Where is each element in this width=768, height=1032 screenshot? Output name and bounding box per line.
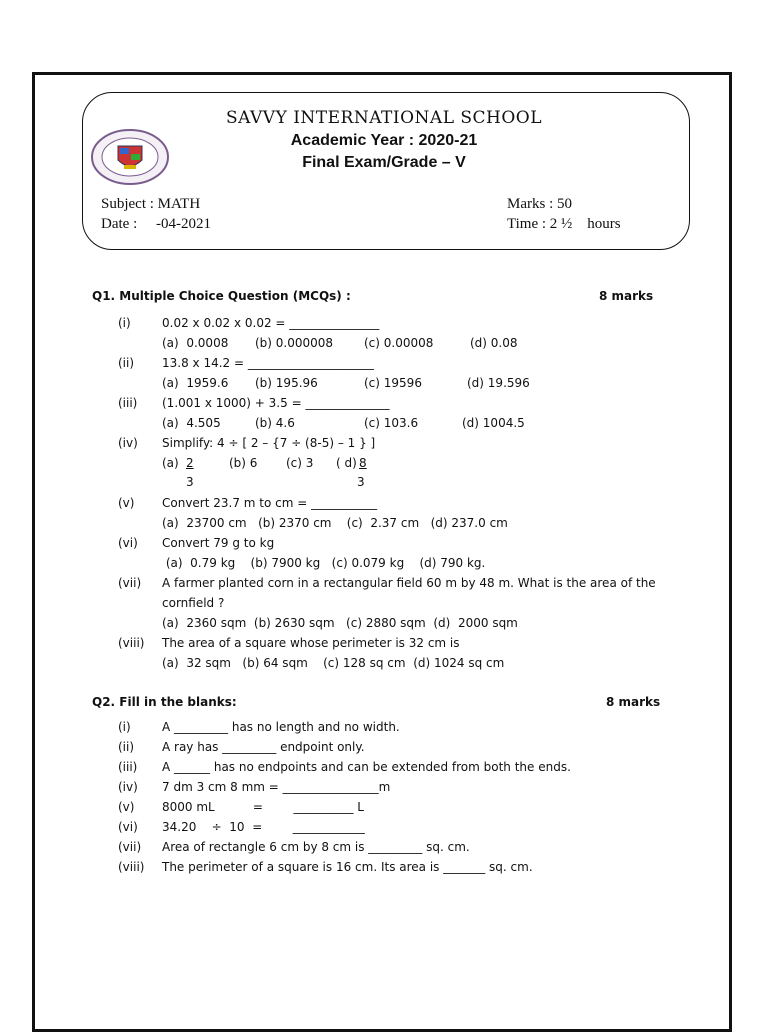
time-label: Time : 2 ½ hours (507, 216, 621, 232)
q1-num: (v) (118, 496, 135, 510)
q1-option: (c) 0.00008 (364, 336, 434, 350)
q1-option: (b) 6 (229, 456, 258, 470)
fraction-denominator: 3 (186, 475, 194, 489)
q1-num: (iii) (118, 396, 138, 410)
q1-question: Simplify: 4 ÷ [ 2 – {7 ÷ (8-5) – 1 } ] (162, 436, 376, 450)
q2-blank: A ______ has no endpoints and can be extended from both the ends. (162, 760, 571, 774)
fraction-denominator: 3 (357, 475, 365, 489)
date-label: Date : -04-2021 (101, 216, 211, 232)
q2-heading: Q2. Fill in the blanks: (92, 695, 237, 709)
q1-question: (1.001 x 1000) + 3.5 = ______________ (162, 396, 390, 410)
q1-option: (d) 1004.5 (462, 416, 525, 430)
q2-marks: 8 marks (606, 695, 661, 709)
q2-num: (v) (118, 800, 135, 814)
school-name: SAVVY INTERNATIONAL SCHOOL (225, 108, 543, 128)
academic-year: Academic Year : 2020-21 (290, 132, 478, 149)
q2-num: (iv) (118, 780, 138, 794)
q1-marks: 8 marks (599, 289, 654, 303)
fraction-numerator: 2 (186, 456, 194, 470)
q1-question: Convert 23.7 m to cm = ___________ (162, 496, 378, 510)
q2-num: (iii) (118, 760, 138, 774)
q2-blank: A ray has _________ endpoint only. (162, 740, 365, 754)
q1-option: (b) 195.96 (255, 376, 318, 390)
q1-question: The area of a square whose perimeter is 32 cm is (162, 636, 460, 650)
fraction-numerator: 8 (359, 456, 367, 470)
q1-question-continued: cornfield ? (162, 596, 225, 610)
q1-option: (d) 0.08 (470, 336, 518, 350)
q1-option: (c) 3 (286, 456, 314, 470)
q1-option: (b) 4.6 (255, 416, 295, 430)
subject-label: Subject : MATH (101, 196, 201, 212)
q1-option: (a) 23700 cm (b) 2370 cm (c) 2.37 cm (d) 237.0 cm (162, 516, 508, 530)
q1-option: (a) 0.0008 (162, 336, 229, 350)
q1-option: ( d) (336, 456, 357, 470)
q1-question: 13.8 x 14.2 = _____________________ (162, 356, 374, 370)
q1-num: (ii) (118, 356, 135, 370)
q1-num: (vi) (118, 536, 138, 550)
q1-option: (a) (162, 456, 179, 470)
q1-question: Convert 79 g to kg (162, 536, 275, 550)
q1-option: (c) 103.6 (364, 416, 419, 430)
q2-blank: Area of rectangle 6 cm by 8 cm is _________ sq. cm. (162, 840, 470, 854)
q2-num: (ii) (118, 740, 135, 754)
q1-option: (a) 4.505 (162, 416, 221, 430)
q2-blank: 34.20 ÷ 10 = ____________ (162, 820, 365, 834)
q1-num: (i) (118, 316, 131, 330)
q2-num: (viii) (118, 860, 145, 874)
q2-blank: 7 dm 3 cm 8 mm = ________________m (162, 780, 391, 794)
q1-option: (a) 1959.6 (162, 376, 229, 390)
q1-num: (vii) (118, 576, 142, 590)
marks-label: Marks : 50 (507, 196, 572, 212)
q1-heading: Q1. Multiple Choice Question (MCQs) : (92, 289, 351, 303)
q1-question: A farmer planted corn in a rectangular field 60 m by 48 m. What is the area of the (162, 576, 656, 590)
q2-blank: A _________ has no length and no width. (162, 720, 400, 734)
q1-option: (b) 0.000008 (255, 336, 334, 350)
q1-num: (iv) (118, 436, 138, 450)
q2-blank: The perimeter of a square is 16 cm. Its area is _______ sq. cm. (162, 860, 533, 874)
q1-option: (a) 2360 sqm (b) 2630 sqm (c) 2880 sqm (d) 2000 sqm (162, 616, 518, 630)
q2-num: (vi) (118, 820, 138, 834)
q1-option: (d) 19.596 (467, 376, 530, 390)
exam-title: Final Exam/Grade – V (302, 154, 466, 171)
q1-num: (viii) (118, 636, 145, 650)
q2-blank: 8000 mL = __________ L (162, 800, 364, 814)
q1-option: (a) 32 sqm (b) 64 sqm (c) 128 sq cm (d) 1024 sq cm (162, 656, 505, 670)
q1-option: (a) 0.79 kg (b) 7900 kg (c) 0.079 kg (d) 790 kg. (162, 556, 486, 570)
q2-num: (i) (118, 720, 131, 734)
q1-question: 0.02 x 0.02 x 0.02 = _______________ (162, 316, 380, 330)
q2-num: (vii) (118, 840, 142, 854)
q1-option: (c) 19596 (364, 376, 422, 390)
